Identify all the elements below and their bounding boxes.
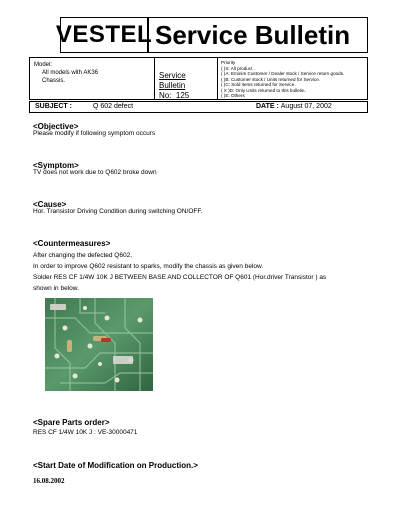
countermeasures-line3: Solder RES CF 1/4W 10K J BETWEEN BASE AND COLLECTOR OF Q601 (Hor.driver Transistor ) as	[33, 274, 327, 281]
bulletin-label2: Bulletin No:	[159, 81, 186, 100]
spare-parts-text: RES CF 1/4W 10K J : VE-30000471	[33, 429, 138, 436]
countermeasures-line1: After changing the defected Q602,	[33, 252, 133, 259]
subject-value: Q 602 defect	[93, 103, 134, 110]
countermeasures-heading: <Countermeasures>	[33, 239, 111, 248]
pcb-photo-graphic	[45, 298, 153, 391]
date-label: DATE :	[256, 103, 279, 110]
countermeasures-line2: In order to improve Q602 resistant to sparks, modify the chassis as given below.	[33, 263, 264, 270]
subject-row	[29, 101, 368, 113]
symptom-heading: <Symptom>	[33, 161, 79, 170]
priority-item: ( )B: Customer stock / Units returned for Service.	[221, 76, 321, 82]
symptom-text: TV does not work due to Q602 broke down	[33, 169, 157, 176]
document-title: Service Bulletin	[148, 17, 368, 53]
objective-text: Please modify if following symptom occurs	[33, 130, 156, 137]
cause-heading: <Cause>	[33, 200, 67, 209]
subject-label: SUBJECT :	[35, 103, 72, 110]
priority-item: ( X )D: Only Units returned to this bulletin.	[221, 87, 306, 93]
cause-text: Hor. Transistor Driving Condition during switching ON/OFF.	[33, 208, 203, 215]
info-row	[29, 57, 368, 100]
model-box	[30, 58, 155, 99]
objective-heading: <Objective>	[33, 122, 79, 131]
priority-item: ( )A: Eminim Customer / Dealer stock / Service return goods.	[221, 71, 345, 76]
start-date-value: 16.08.2002	[33, 477, 65, 485]
date-field	[256, 102, 332, 112]
bulletin-number-box	[155, 58, 218, 99]
model-label: Model:	[34, 62, 53, 68]
priority-item: ( )C: Sold items returned for Service.	[221, 82, 296, 87]
priority-item: ( )S: All product .	[221, 65, 255, 71]
model-line1: All models with AK36	[42, 70, 99, 76]
start-date-heading: <Start Date of Modification on Production.>	[33, 461, 198, 470]
priority-label: Priority	[221, 60, 236, 65]
model-line2: Chassis.	[42, 78, 66, 84]
countermeasures-line4: shown in below.	[33, 285, 79, 292]
date-value: August 07, 2002	[280, 103, 332, 110]
priority-item: ( )E: Others	[221, 93, 245, 98]
priority-box	[218, 58, 368, 99]
pcb-photo	[45, 298, 153, 391]
spare-parts-heading: <Spare Parts order>	[33, 418, 110, 427]
vestel-logo: VESTEL	[60, 17, 148, 53]
bulletin-number: 125	[175, 91, 190, 100]
bulletin-label1: Service	[159, 71, 186, 80]
